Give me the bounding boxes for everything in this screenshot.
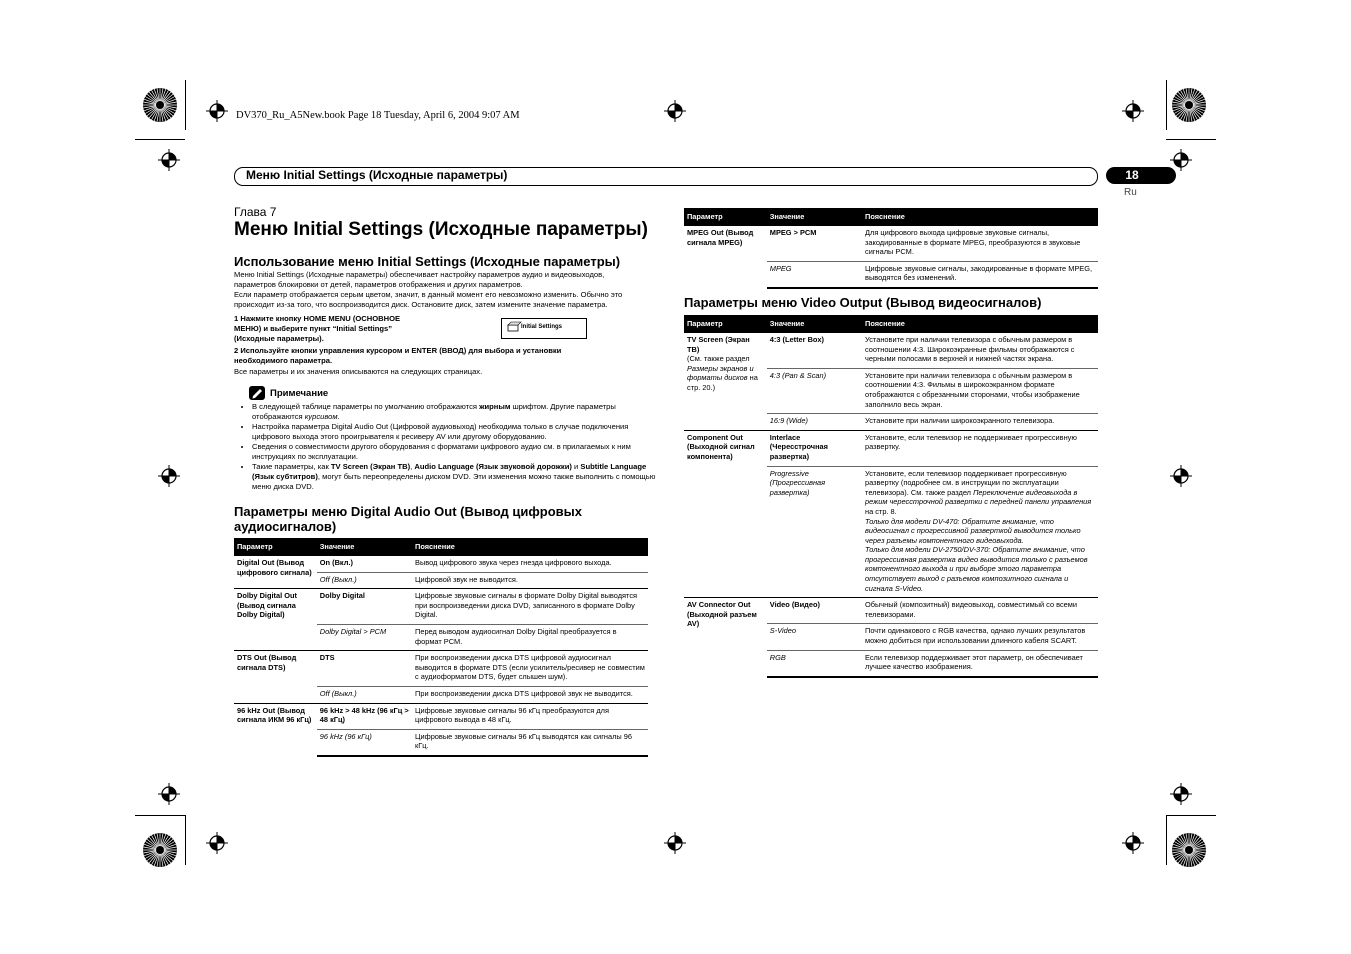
chapter-label: Глава 7 [234,205,277,219]
registration-mark-icon [1122,832,1144,854]
table-row [234,703,648,729]
initial-settings-label: Initial Settings [521,324,563,330]
column-header: Параметр [684,208,767,226]
notes-list [240,402,662,492]
crop-mark [135,139,185,140]
description-cell: Установите при наличии широкоэкранного телевизора. [862,414,1098,431]
step-after-text: Все параметры и их значения описываются на следующих страницах. [234,367,483,376]
column-header: Пояснение [862,315,1098,333]
note-title: Примечание [270,388,329,399]
table-row [684,333,1098,369]
crop-mark [1166,139,1216,140]
param-name: DTS Out (Вывод сигнала DTS) [237,653,297,672]
value-cell: Video (Видео) [767,598,862,624]
value-cell: 96 kHz > 48 kHz (96 кГц > 48 кГц) [317,703,412,729]
intro-paragraph [234,270,654,310]
crop-mark [185,80,186,130]
param-name: Digital Out (Вывод цифрового сигнала) [237,558,312,577]
description-cell: Цифровые звуковые сигналы 96 кГц выводятся как сигналы 96 кГц. [412,729,648,756]
value-cell: 96 kHz (96 кГц) [317,729,412,756]
crop-mark [1166,80,1167,130]
table-row [684,598,1098,624]
video-output-table [684,315,1098,678]
value-cell: MPEG [767,261,862,288]
column-header: Значение [317,538,412,556]
description-cell: Установите, если телевизор не поддерживает прогрессивную развертку. [862,430,1098,466]
registration-mark-icon [158,149,180,171]
column-header: Параметр [234,538,317,556]
param-cell [234,703,317,756]
value-cell: MPEG > PCM [767,226,862,262]
registration-mark-icon [1170,465,1192,487]
description-cell: Обычный (композитный) видеовыход, совместимый со всеми телевизорами. [862,598,1098,624]
param-name: Component Out (Выходной сигнал компонента) [687,432,755,461]
description-cell [862,466,1098,598]
step-1-line: (Исходные параметры). [234,334,324,343]
mpeg-table [684,208,1098,289]
print-info: DV370_Ru_A5New.book Page 18 Tuesday, April 6, 2004 9:07 AM [236,110,520,121]
value-cell: 4:3 (Letter Box) [767,333,862,369]
registration-mark-icon [664,832,686,854]
intro-line: параметров блокировки от детей, параметров отображения и других параметров. [234,280,523,289]
registration-mark-icon [1170,783,1192,805]
section-title-line: Параметры меню Digital Audio Out (Вывод цифровых [234,504,582,519]
intro-line: происходит из-за того, что воспроизводится диск. Остановите диск, затем измените значение параметра. [234,300,608,309]
step-2 [234,346,654,366]
param-cell [234,651,317,703]
page-number: 18 [1125,168,1139,182]
value-cell: On (Вкл.) [317,556,412,573]
column-header: Значение [767,315,862,333]
desc-text: Установите, если телевизор поддерживает прогрессивную развертку (подробнее см. в инструкции по эксплуатации телевизора). См. также раздел [865,468,1067,497]
page-title: Меню Initial Settings (Исходные параметры) [234,219,648,240]
param-cell [234,589,317,651]
note-item: • Сведения о совместимости другого оборудования с форматами цифрового аудио см. в прилагаемых к ним инструкциях по эксплуатации. [252,442,662,462]
param-note-italic: Размеры экранов и форматы дисков [687,363,754,383]
description-cell: Если телевизор поддерживает этот параметр, он обеспечивает лучшее качество изображения. [862,650,1098,677]
table-row [234,556,648,573]
table-row [684,226,1098,262]
step-1 [234,314,494,344]
description-cell: Перед выводом аудиосигнал Dolby Digital преобразуется в формат PCM. [412,624,648,650]
note-item: • В следующей таблице параметры по умолчанию отображаются жирным шрифтом. Другие параметры отображаются курсивом. [252,402,662,422]
value-cell: 16:9 (Wide) [767,414,862,431]
value-cell: Off (Выкл.) [317,686,412,703]
value-cell: S-Video [767,624,862,650]
param-note-text: (См. также раздел [687,354,750,364]
section-title-digital-audio [234,504,582,534]
note-item: • Настройка параметра Digital Audio Out (Цифровой аудиовыход) необходима только в случае подключения цифрового выхода этого проигрывателя к ресиверу AV или другому оборудованию. [252,422,662,442]
param-note [687,354,764,392]
intro-line: Если параметр отображается серым цветом, значит, в данный момент его невозможно изменить. Обычно это [234,290,623,299]
color-target-icon [1171,832,1207,868]
value-cell: Off (Выкл.) [317,572,412,589]
registration-mark-icon [1122,100,1144,122]
description-cell: Для цифрового выхода цифровые звуковые сигналы, закодированные в формате MPEG, преобразуются в звуковые сигналы PCM. [862,226,1098,262]
step-2-line: необходимого параметра. [234,356,333,365]
step-1-line: МЕНЮ) и выберите пункт “Initial Settings” [234,324,393,333]
description-cell: При воспроизведении диска DTS цифровой звук не выводится. [412,686,648,703]
step-1-line: 1 Нажмите кнопку HOME MENU (ОСНОВНОЕ [234,314,401,323]
description-cell: При воспроизведении диска DTS цифровой аудиосигнал выводится в формате DTS (если усилитель/ресивер не совместим с аудиоформатом DTS, будет слышен шум). [412,651,648,687]
crop-mark [185,815,186,865]
registration-mark-icon [1170,149,1192,171]
param-name: AV Connector Out (Выходной разъем AV) [687,600,757,629]
description-cell: Цифровой звук не выводится. [412,572,648,589]
value-cell: Interlace (Чересстрочная развертка) [767,430,862,466]
description-cell: Почти одинакового с RGB качества, однако лучших результатов можно добиться при использовании длинного кабеля SCART. [862,624,1098,650]
param-cell [684,226,767,288]
section-title-line: аудиосигналов) [234,519,337,534]
color-target-icon [1171,87,1207,123]
table-header-row [684,208,1098,226]
param-cell [684,333,767,431]
table-header-row [684,315,1098,333]
param-name: TV Screen (Экран ТВ) [687,335,750,354]
step-2-line: 2 Используйте кнопки управления курсором и ENTER (ВВОД) для выбора и установки [234,346,562,355]
desc-italic: Только для модели DV-2750/DV-370: Обратите внимание, что прогрессивная развертка видео выводится только с разъемов компонентного выхода и при выборе этого параметра отсутствует выход с разъемов композитного сигнала и сигнала S-Video. [865,545,1088,593]
digital-audio-table [234,538,648,757]
value-cell: DTS [317,651,412,687]
page-number-badge [1106,167,1176,184]
column-header: Пояснение [412,538,648,556]
description-cell: Установите при наличии телевизора с обычным размером в соотношении 4:3. Фильмы в широкоэкранном формате отображаются с обрезанными сторонами, чтобы изображение заполнило весь экран. [862,368,1098,413]
column-header: Параметр [684,315,767,333]
description-cell: Цифровые звуковые сигналы в формате Dolby Digital выводятся при воспроизведении диска DVD, записанного в формате Dolby Digital. [412,589,648,625]
crop-mark [135,815,185,816]
note-item: • Такие параметры, как TV Screen (Экран ТВ), Audio Language (Язык звуковой дорожки) и Subtitle Language (Язык субтитров), могут быть переопределены диском DVD. Эти изменения можно также выполнить с помощью меню диска DVD. [252,462,662,492]
registration-mark-icon [664,100,686,122]
value-cell: Progressive (Прогрессивная развертка) [767,466,862,598]
registration-mark-icon [206,832,228,854]
page-language: Ru [1124,187,1137,198]
description-cell: Установите при наличии телевизора с обычным размером в соотношении 4:3. Широкоэкранные фильмы отображаются с черными полосами в верхней и нижней частях экрана. [862,333,1098,369]
registration-mark-icon [158,465,180,487]
registration-mark-icon [206,100,228,122]
param-cell [234,556,317,589]
column-header: Значение [767,208,862,226]
value-cell: Dolby Digital > PCM [317,624,412,650]
table-header-row [234,538,648,556]
param-cell [684,598,767,677]
value-cell: Dolby Digital [317,589,412,625]
param-name: MPEG Out (Вывод сигнала MPEG) [687,228,754,247]
description-cell: Цифровые звуковые сигналы 96 кГц преобразуются для цифрового вывода в 48 кГц. [412,703,648,729]
color-target-icon [142,832,178,868]
initial-settings-illustration [501,318,587,339]
crop-mark [1166,815,1216,816]
param-note-text: на стр. 20.) [687,373,758,392]
header-title: Меню Initial Settings (Исходные параметры) [246,168,508,182]
intro-line: Меню Initial Settings (Исходные параметры) обеспечивает настройку параметров аудио и видеовыходов, [234,270,605,279]
value-cell: 4:3 (Pan & Scan) [767,368,862,413]
param-cell [684,430,767,598]
color-target-icon [142,87,178,123]
description-cell: Вывод цифрового звука через гнезда цифрового выхода. [412,556,648,573]
value-cell: RGB [767,650,862,677]
table-row [234,651,648,687]
column-header: Пояснение [862,208,1098,226]
param-name: 96 kHz Out (Вывод сигнала ИКМ 96 кГц) [237,705,312,725]
registration-mark-icon [158,783,180,805]
section-title-usage: Использование меню Initial Settings (Исходные параметры) [234,254,621,269]
section-title-video-output: Параметры меню Video Output (Вывод видеосигналов) [684,295,1042,310]
note-icon [249,386,265,400]
param-name: Dolby Digital Out (Вывод сигнала Dolby Digital) [237,591,297,620]
table-row [684,430,1098,466]
table-row [234,589,648,625]
crop-mark [1166,815,1167,865]
description-cell: Цифровые звуковые сигналы, закодированные в формате MPEG, выводятся без изменений. [862,261,1098,288]
desc-text: на стр. 8. [865,506,897,516]
desc-italic: Только для модели DV-470: Обратите внимание, что видеосигнал с прогрессивной разверткой выводится только через разъемы компонентного видеовыхода. [865,516,1081,545]
desc-italic: Переключение видеовыхода в режим чересстрочной развертки с передней панели управления [865,487,1092,507]
